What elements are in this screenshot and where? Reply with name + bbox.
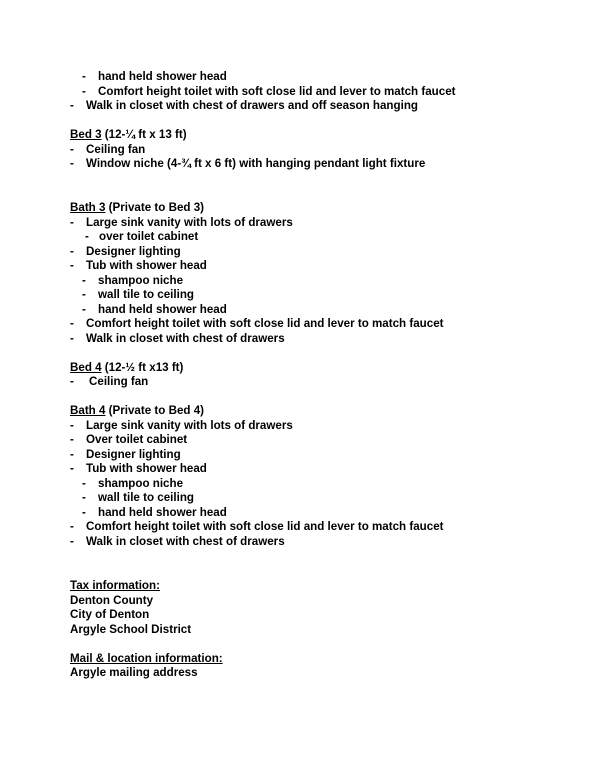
list-item <box>70 433 187 447</box>
list-item <box>70 143 145 157</box>
list-item-text: Large sink vanity with lots of drawers <box>86 216 293 229</box>
list-item <box>70 332 285 346</box>
list-item-text: Comfort height toilet with soft close lid and lever to match faucet <box>86 317 444 330</box>
list-item-text: Large sink vanity with lots of drawers <box>86 419 293 432</box>
bullet-dash: - <box>82 288 86 301</box>
list-item-text: Walk in closet with chest of drawers and off season hanging <box>86 99 418 112</box>
section-heading <box>70 201 204 215</box>
list-item-text: hand held shower head <box>98 303 227 316</box>
list-item-text: Designer lighting <box>86 448 181 461</box>
text-line <box>70 608 149 622</box>
list-item-text: shampoo niche <box>98 477 184 490</box>
list-item <box>70 535 285 549</box>
list-item-text: Designer lighting <box>86 245 181 258</box>
heading-detail: (12-½ ft x13 ft) <box>101 361 184 374</box>
section-heading <box>70 652 223 666</box>
list-item <box>70 216 293 230</box>
list-item-text: Comfort height toilet with soft close lid and lever to match faucet <box>86 520 444 533</box>
bullet-dash: - <box>70 535 74 548</box>
bullet-dash: - <box>82 477 86 490</box>
list-item <box>82 85 456 99</box>
list-item-text: Window niche (4-¾ ft x 6 ft) with hanging pendant light fixture <box>86 157 426 170</box>
section-heading <box>70 361 183 375</box>
list-item-text: Walk in closet with chest of drawers <box>86 332 285 345</box>
list-item <box>70 317 444 331</box>
heading-detail: (12-¼ ft x 13 ft) <box>101 128 187 141</box>
list-item-text: Comfort height toilet with soft close lid and lever to match faucet <box>98 85 456 98</box>
list-item <box>82 288 194 302</box>
bullet-dash: - <box>70 433 74 446</box>
bullet-dash: - <box>70 419 74 432</box>
bullet-dash: - <box>70 317 74 330</box>
list-item-text: shampoo niche <box>98 274 184 287</box>
line-text: City of Denton <box>70 608 150 621</box>
bullet-dash: - <box>82 303 86 316</box>
list-item <box>82 491 194 505</box>
bullet-dash: - <box>70 448 74 461</box>
list-item <box>82 70 227 84</box>
list-item <box>70 99 418 113</box>
text-line <box>70 666 198 680</box>
section-heading <box>70 404 204 418</box>
bullet-dash: - <box>82 70 86 83</box>
heading-label: Bed 3 <box>70 128 102 141</box>
list-item-text: Over toilet cabinet <box>86 433 188 446</box>
heading-label: Bath 3 <box>70 201 106 214</box>
list-item <box>70 375 148 389</box>
list-item <box>82 303 227 317</box>
list-item <box>82 274 183 288</box>
bullet-dash: - <box>82 491 86 504</box>
list-item-text: Tub with shower head <box>86 462 207 475</box>
list-item <box>70 462 207 476</box>
list-item-text: hand held shower head <box>98 70 227 83</box>
list-item-text: wall tile to ceiling <box>98 288 194 301</box>
list-item <box>85 230 198 244</box>
heading-label: Tax information: <box>70 579 160 592</box>
line-text: Argyle mailing address <box>70 666 198 679</box>
list-item <box>70 520 444 534</box>
line-text: Denton County <box>70 594 154 607</box>
list-item <box>70 245 181 259</box>
list-item-text: Ceiling fan <box>89 375 149 388</box>
heading-label: Bath 4 <box>70 404 106 417</box>
bullet-dash: - <box>82 274 86 287</box>
list-item-text: over toilet cabinet <box>99 230 199 243</box>
list-item <box>70 448 181 462</box>
bullet-dash: - <box>70 375 74 388</box>
list-item-text: hand held shower head <box>98 506 227 519</box>
list-item-text: Walk in closet with chest of drawers <box>86 535 285 548</box>
bullet-dash: - <box>70 332 74 345</box>
text-line <box>70 623 191 637</box>
bullet-dash: - <box>82 506 86 519</box>
list-item <box>70 157 425 171</box>
list-item-text: Ceiling fan <box>86 143 146 156</box>
bullet-dash: - <box>70 99 74 112</box>
bullet-dash: - <box>70 216 74 229</box>
bullet-dash: - <box>70 157 74 170</box>
list-item <box>82 506 227 520</box>
section-heading <box>70 579 160 593</box>
bullet-dash: - <box>70 259 74 272</box>
heading-label: Bed 4 <box>70 361 102 374</box>
heading-detail: (Private to Bed 4) <box>105 404 205 417</box>
bullet-dash: - <box>70 520 74 533</box>
bullet-dash: - <box>82 85 86 98</box>
bullet-dash: - <box>85 230 89 243</box>
list-item <box>82 477 183 491</box>
line-text: Argyle School District <box>70 623 192 636</box>
bullet-dash: - <box>70 143 74 156</box>
section-heading <box>70 128 187 142</box>
bullet-dash: - <box>70 245 74 258</box>
bullet-dash: - <box>70 462 74 475</box>
list-item-text: Tub with shower head <box>86 259 207 272</box>
list-item-text: wall tile to ceiling <box>98 491 194 504</box>
text-line <box>70 594 153 608</box>
list-item <box>70 259 207 273</box>
heading-detail: (Private to Bed 3) <box>105 201 205 214</box>
list-item <box>70 419 293 433</box>
heading-label: Mail & location information: <box>70 652 223 665</box>
